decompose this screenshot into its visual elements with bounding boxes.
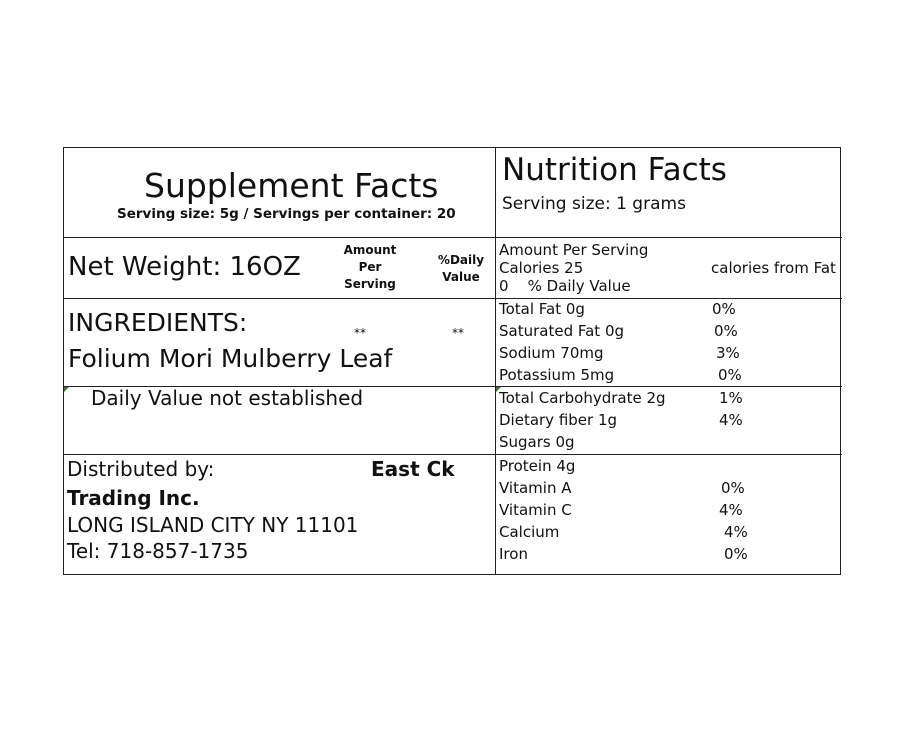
nutrient-label: Sodium 70mg <box>499 344 604 362</box>
nutrient-dv: 0% <box>712 300 736 318</box>
amount-mark: ** <box>354 326 366 340</box>
daily-value-line: 0 % Daily Value <box>499 277 631 295</box>
nutrient-dv: 0% <box>721 479 745 497</box>
nutrient-label: Potassium 5mg <box>499 366 615 384</box>
nutrient-dv: 0% <box>714 322 738 340</box>
cell-marker-icon <box>64 387 69 392</box>
company-phone: Tel: 718-857-1735 <box>67 539 249 563</box>
company-address: LONG ISLAND CITY NY 11101 <box>67 513 359 537</box>
nutrient-label: Iron <box>499 545 528 563</box>
supplement-serving: Serving size: 5g / Servings per container: 20 <box>117 206 456 222</box>
distributed-by-label: Distributed by: <box>67 457 215 481</box>
nutrient-label: Saturated Fat 0g <box>499 322 625 340</box>
ingredient-value: Folium Mori Mulberry Leaf <box>68 344 393 373</box>
nutrient-dv: 1% <box>719 389 743 407</box>
row-divider <box>64 237 842 238</box>
nutrient-label: Sugars 0g <box>499 433 575 451</box>
supplement-title: Supplement Facts <box>144 166 439 205</box>
daily-value-header: %Daily Value <box>437 253 485 284</box>
nutrient-label: Dietary fiber 1g <box>499 411 618 429</box>
nutrient-dv: 4% <box>719 501 743 519</box>
row-divider <box>64 298 842 299</box>
amount-per-serving-header: Amount Per Serving <box>343 243 397 291</box>
nutrient-dv: 4% <box>724 523 748 541</box>
column-divider <box>495 148 496 574</box>
nutrient-dv: 4% <box>719 411 743 429</box>
company-name-part1: East Ck <box>371 457 455 481</box>
calories: Calories 25 <box>499 259 584 277</box>
ingredients-title: INGREDIENTS: <box>68 308 248 337</box>
nutrition-title: Nutrition Facts <box>502 152 727 188</box>
nutrient-dv: 0% <box>724 545 748 563</box>
net-weight: Net Weight: 16OZ <box>68 252 301 282</box>
company-name-part2: Trading Inc. <box>67 486 200 510</box>
daily-value-note: Daily Value not established <box>91 386 364 410</box>
nutrient-label: Vitamin C <box>499 501 572 519</box>
nutrient-label: Total Carbohydrate 2g <box>499 389 666 407</box>
nutrient-label: Protein 4g <box>499 457 576 475</box>
nutrient-dv: 0% <box>718 366 742 384</box>
facts-label-table <box>63 147 841 575</box>
nutrient-label: Total Fat 0g <box>499 300 585 318</box>
nutrient-dv: 3% <box>716 344 740 362</box>
nutrient-label: Calcium <box>499 523 560 541</box>
amount-per-serving: Amount Per Serving <box>499 241 649 259</box>
nutrient-label: Vitamin A <box>499 479 572 497</box>
daily-mark: ** <box>452 326 464 340</box>
calories-from-fat: calories from Fat <box>711 259 836 277</box>
nutrition-serving: Serving size: 1 grams <box>502 194 686 214</box>
row-divider <box>64 454 842 455</box>
